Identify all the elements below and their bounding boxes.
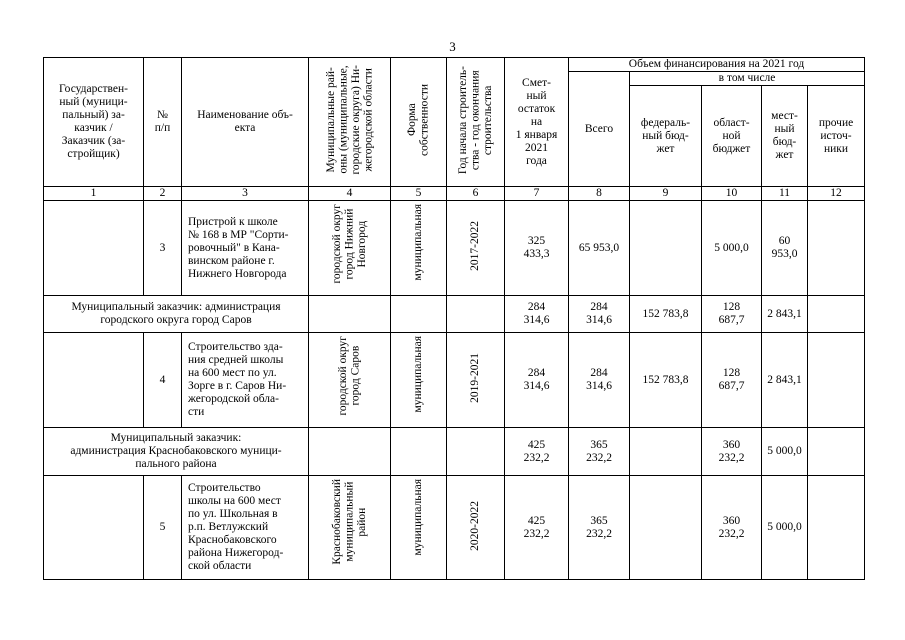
cell-customer	[44, 476, 144, 580]
cell-other	[808, 476, 865, 580]
cell-federal	[630, 476, 702, 580]
cell-name: Пристрой к школе № 168 в МР "Сорти- ровочный" в Кана- винском районе г. Нижнего Новгорода	[182, 201, 309, 296]
cell-regional: 128 687,7	[702, 333, 762, 428]
header-federal: федераль- ный бюд- жет	[630, 86, 702, 187]
cell-total: 365 232,2	[569, 476, 630, 580]
cell-district	[309, 333, 391, 428]
table-row	[44, 333, 865, 428]
col-number: 3	[182, 187, 309, 201]
cell-local: 5 000,0	[762, 428, 808, 476]
header-balance: Смет- ный остаток на 1 января 2021 года	[505, 58, 569, 187]
group-row	[44, 296, 865, 333]
cell-ownership-text: муниципальная	[412, 204, 425, 281]
header-districts-text: Муниципальные рай- оны (муниципальные, городские округа) Ни- жегородской области	[324, 65, 374, 175]
column-numbers-row	[44, 187, 865, 201]
header-ownership	[391, 58, 447, 187]
cell-federal: 152 783,8	[630, 333, 702, 428]
cell-customer	[44, 333, 144, 428]
header-num: № п/п	[144, 58, 182, 187]
cell-federal: 152 783,8	[630, 296, 702, 333]
header-ownership-text: Форма собственности	[406, 84, 431, 156]
cell-years-text: 2019-2021	[469, 353, 482, 403]
group-row	[44, 428, 865, 476]
cell-num: 4	[144, 333, 182, 428]
col-number: 12	[808, 187, 865, 201]
cell-ownership	[391, 476, 447, 580]
header-customer: Государствен- ный (муници- пальный) за- казчик / Заказчик (за- стройщик)	[44, 58, 144, 187]
col-number: 5	[391, 187, 447, 201]
cell-other	[808, 296, 865, 333]
header-years-text: Год начала строитель- ства - год окончания строительства	[456, 65, 494, 175]
cell-federal	[630, 201, 702, 296]
table-row	[44, 476, 865, 580]
header-name: Наименование объ- екта	[182, 58, 309, 187]
cell-local: 5 000,0	[762, 476, 808, 580]
cell-name: Строительство зда- ния средней школы на 600 мест по ул. Зорге в г. Саров Ни- жегородской обла- сти	[182, 333, 309, 428]
cell-regional: 128 687,7	[702, 296, 762, 333]
group-label: Муниципальный заказчик: администрация городского округа город Саров	[44, 296, 309, 333]
header-districts	[309, 58, 391, 187]
col-number: 8	[569, 187, 630, 201]
header-years	[447, 58, 505, 187]
cell-total: 284 314,6	[569, 296, 630, 333]
cell-ownership	[391, 428, 447, 476]
cell-name: Строительство школы на 600 мест по ул. Школьная в р.п. Ветлужский Краснобаковского района Нижегород- ской области	[182, 476, 309, 580]
header-financing: Объем финансирования на 2021 год	[569, 58, 865, 72]
header-including: в том числе	[630, 72, 865, 86]
cell-regional: 5 000,0	[702, 201, 762, 296]
cell-regional: 360 232,2	[702, 476, 762, 580]
col-number: 7	[505, 187, 569, 201]
cell-years	[447, 428, 505, 476]
cell-total: 284 314,6	[569, 333, 630, 428]
header-other: прочие источ- ники	[808, 86, 865, 187]
cell-years	[447, 296, 505, 333]
col-number: 4	[309, 187, 391, 201]
cell-years-text: 2020-2022	[469, 500, 482, 551]
cell-years-text: 2017-2022	[469, 221, 482, 271]
cell-district	[309, 296, 391, 333]
cell-years	[447, 476, 505, 580]
cell-ownership	[391, 333, 447, 428]
cell-federal	[630, 428, 702, 476]
cell-total: 65 953,0	[569, 201, 630, 296]
page-number: 3	[449, 39, 456, 54]
cell-ownership	[391, 201, 447, 296]
cell-district	[309, 201, 391, 296]
col-number: 2	[144, 187, 182, 201]
cell-local: 2 843,1	[762, 296, 808, 333]
cell-other	[808, 428, 865, 476]
cell-ownership-text: муниципальная	[412, 336, 425, 413]
cell-balance: 425 232,2	[505, 428, 569, 476]
cell-district-text: городской округ город Нижний Новгород	[330, 204, 368, 284]
cell-local: 60 953,0	[762, 201, 808, 296]
header-total: Всего	[569, 72, 630, 187]
cell-district-text: городской округ город Саров	[337, 336, 362, 416]
cell-years	[447, 333, 505, 428]
col-number: 1	[44, 187, 144, 201]
financing-table	[43, 57, 865, 580]
col-number: 9	[630, 187, 702, 201]
col-number: 11	[762, 187, 808, 201]
cell-customer	[44, 201, 144, 296]
header-regional: област- ной бюджет	[702, 86, 762, 187]
cell-other	[808, 333, 865, 428]
col-number: 10	[702, 187, 762, 201]
cell-balance: 325 433,3	[505, 201, 569, 296]
cell-district	[309, 428, 391, 476]
cell-balance: 425 232,2	[505, 476, 569, 580]
table-row	[44, 201, 865, 296]
cell-local: 2 843,1	[762, 333, 808, 428]
cell-other	[808, 201, 865, 296]
group-label: Муниципальный заказчик: администрация Краснобаковского муници- пального района	[44, 428, 309, 476]
cell-balance: 284 314,6	[505, 333, 569, 428]
cell-ownership	[391, 296, 447, 333]
cell-district	[309, 476, 391, 580]
header-local: мест- ный бюд- жет	[762, 86, 808, 187]
cell-num: 3	[144, 201, 182, 296]
cell-years	[447, 201, 505, 296]
cell-total: 365 232,2	[569, 428, 630, 476]
cell-regional: 360 232,2	[702, 428, 762, 476]
cell-num: 5	[144, 476, 182, 580]
cell-district-text: Краснобаковский муниципальный район	[330, 479, 368, 565]
col-number: 6	[447, 187, 505, 201]
cell-ownership-text: муниципальная	[412, 479, 425, 556]
cell-balance: 284 314,6	[505, 296, 569, 333]
